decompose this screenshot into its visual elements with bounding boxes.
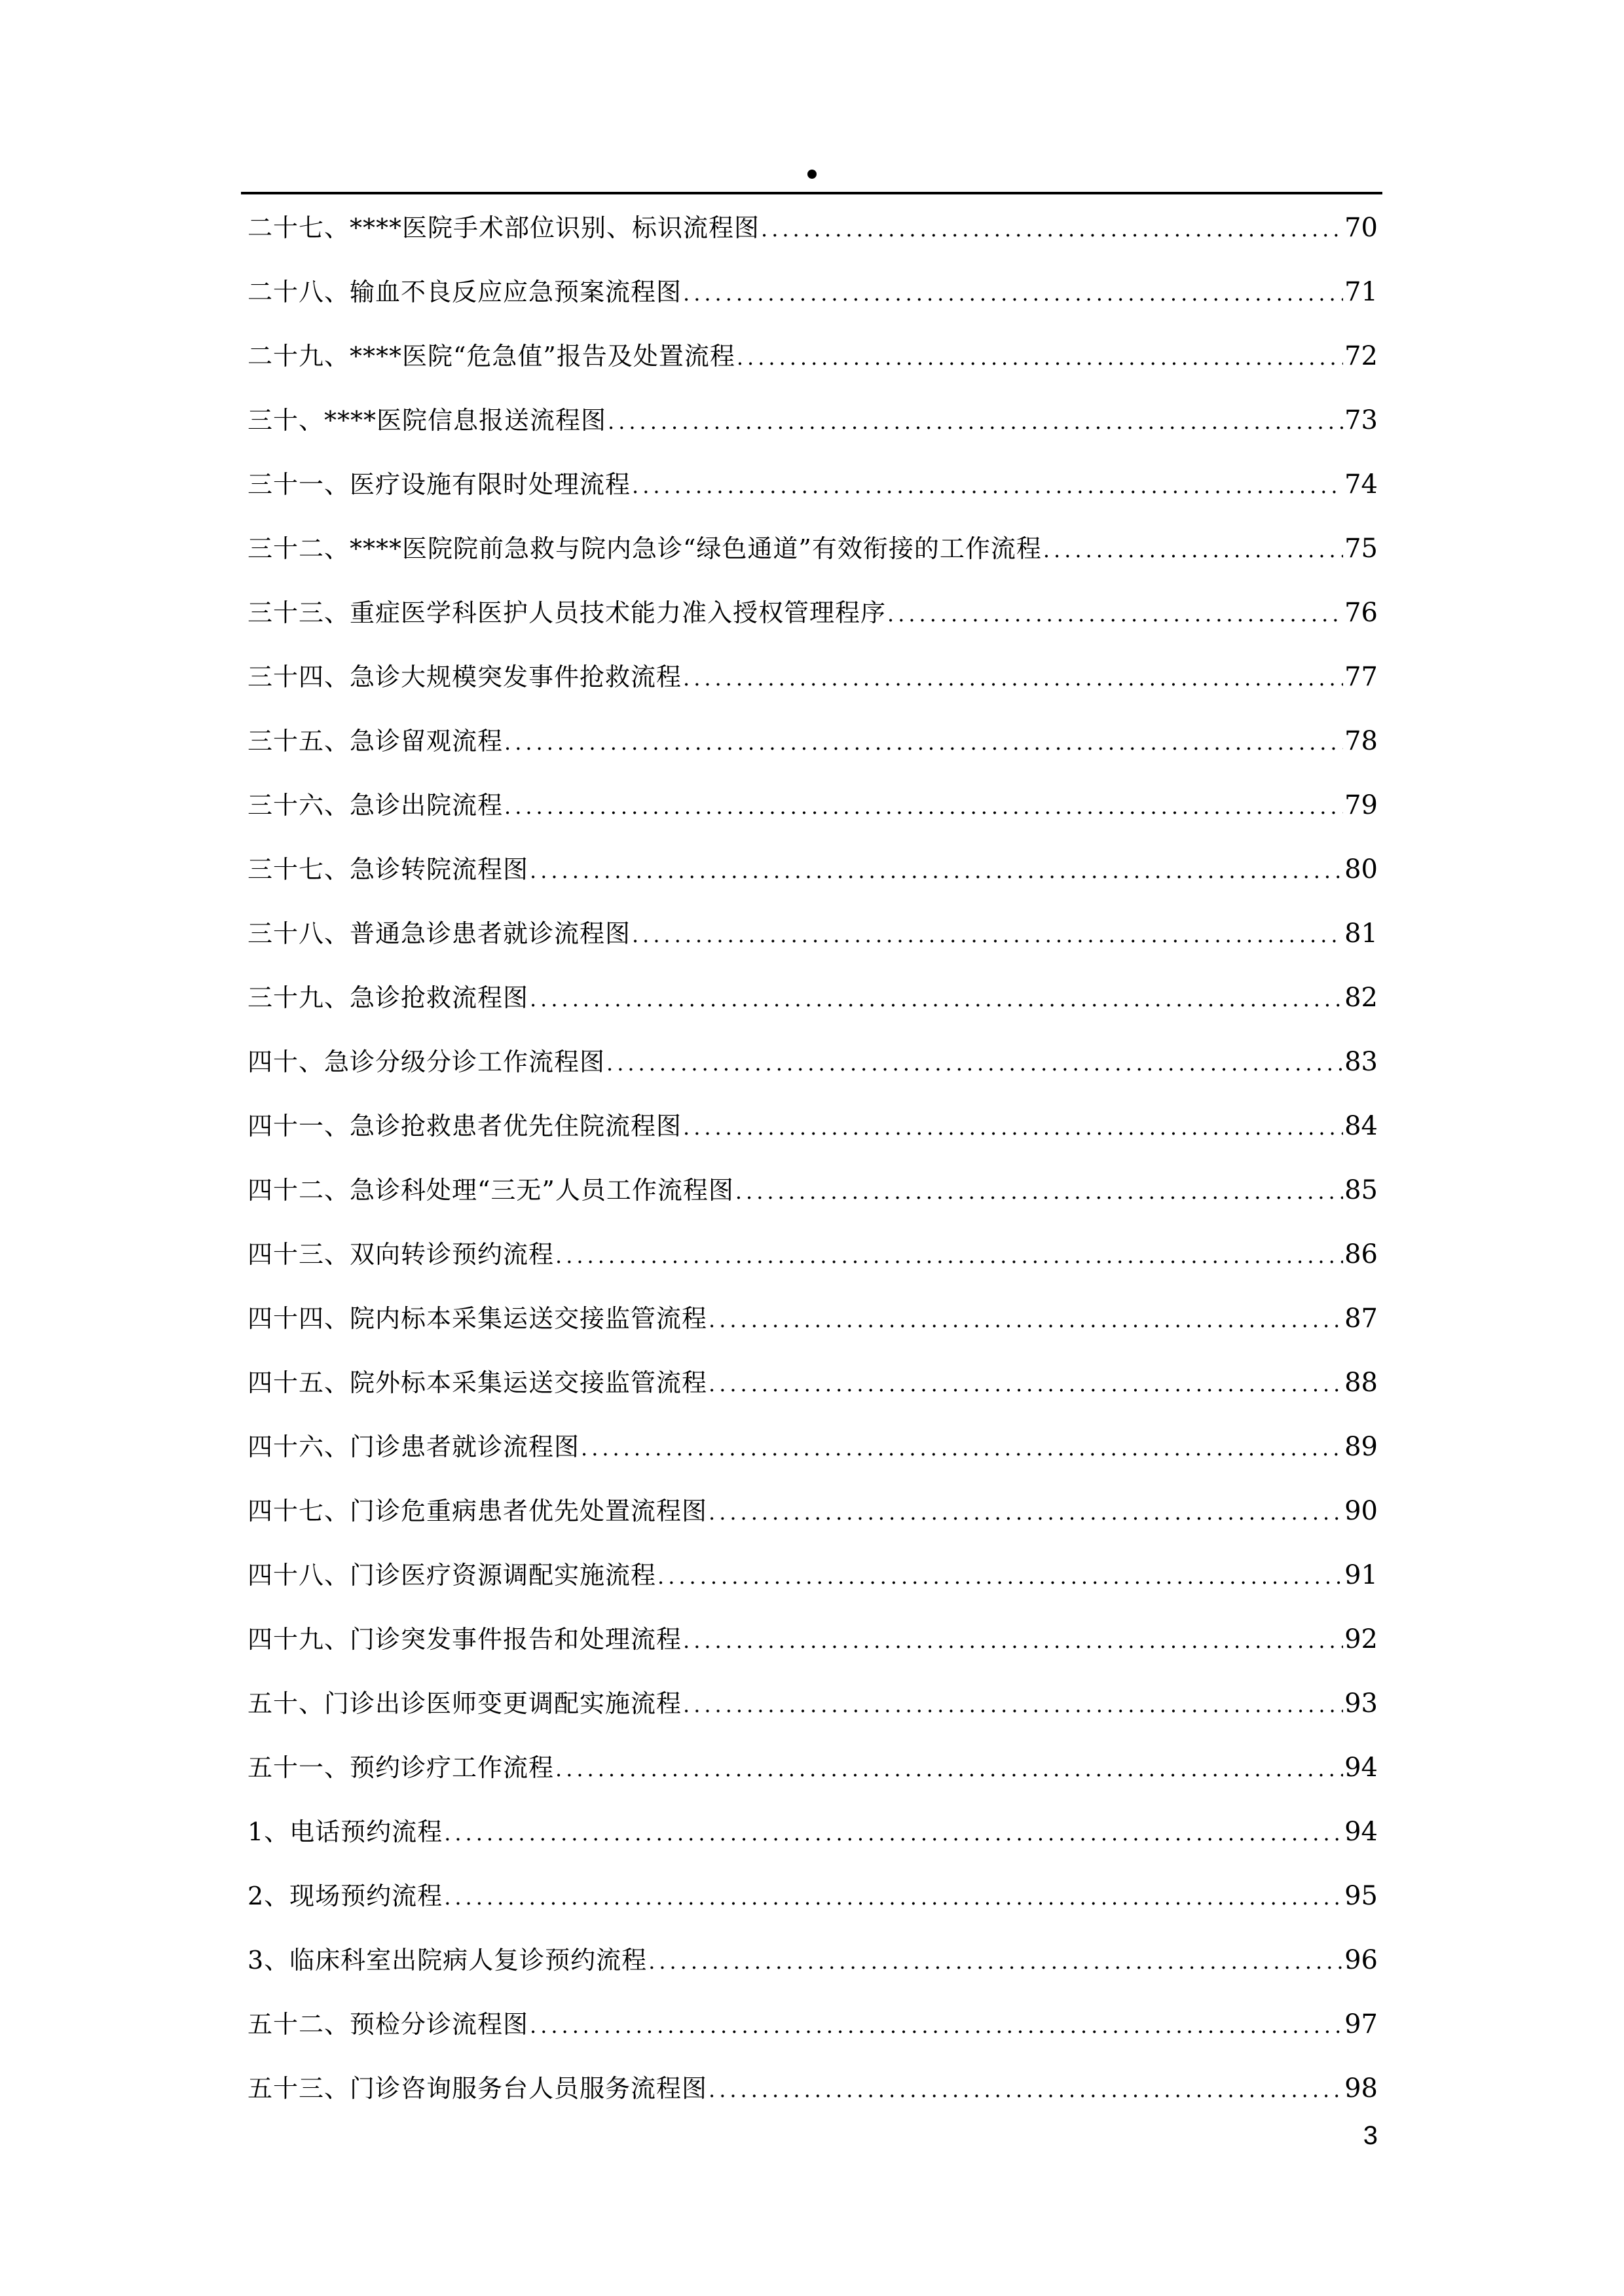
toc-entry-title: 四十二、急诊科处理“三无”人员工作流程图: [248, 1176, 734, 1205]
toc-entry-title: 四十一、急诊抢救患者优先住院流程图: [248, 1112, 682, 1140]
toc-entry[interactable]: [248, 1941, 1378, 2005]
toc-entry[interactable]: [248, 1042, 1378, 1106]
toc-entry[interactable]: [248, 272, 1378, 337]
toc-entry-page: 80: [1344, 854, 1378, 884]
toc-entry-title: 三十八、普通急诊患者就诊流程图: [248, 919, 631, 948]
toc-entry-title: 四十七、门诊危重病患者优先处置流程图: [248, 1497, 708, 1525]
toc-dot-leader: [530, 851, 1343, 890]
toc-dot-leader: [444, 1813, 1343, 1853]
toc-entry-page: 76: [1344, 598, 1378, 628]
toc-dot-leader: [683, 1685, 1343, 1724]
header-dot-mark: [807, 170, 817, 179]
toc-entry[interactable]: [248, 337, 1378, 401]
toc-entry[interactable]: [248, 914, 1378, 978]
toc-entry-title: 三十五、急诊留观流程: [248, 727, 504, 756]
toc-dot-leader: [735, 1172, 1343, 1211]
toc-dot-leader: [761, 210, 1343, 249]
toc-entry[interactable]: [248, 593, 1378, 657]
toc-entry-page: 75: [1344, 534, 1378, 564]
toc-entry-title: 三十四、急诊大规模突发事件抢救流程: [248, 663, 682, 691]
toc-dot-leader: [683, 659, 1343, 698]
toc-entry-page: 77: [1344, 662, 1378, 692]
toc-entry[interactable]: [248, 1876, 1378, 1941]
toc-entry-title: 四十九、门诊突发事件报告和处理流程: [248, 1625, 682, 1654]
toc-entry[interactable]: [248, 1427, 1378, 1491]
toc-entry-page: 90: [1344, 1496, 1378, 1526]
toc-entry[interactable]: [248, 1171, 1378, 1235]
toc-entry[interactable]: [248, 208, 1378, 272]
toc-dot-leader: [709, 2070, 1343, 2109]
toc-dot-leader: [648, 1942, 1343, 1981]
toc-entry-title: 二十九、****医院“危急值”报告及处置流程: [248, 342, 735, 371]
toc-entry-page: 85: [1344, 1175, 1378, 1205]
toc-entry-page: 93: [1344, 1688, 1378, 1719]
toc-dot-leader: [608, 402, 1343, 441]
toc-entry-title: 四十三、双向转诊预约流程: [248, 1240, 555, 1269]
toc-entry-title: 五十三、门诊咨询服务台人员服务流程图: [248, 2074, 708, 2103]
toc-entry-title: 二十七、****医院手术部位识别、标识流程图: [248, 213, 760, 242]
toc-dot-leader: [632, 466, 1343, 505]
toc-entry-page: 94: [1344, 1753, 1378, 1783]
toc-entry-title: 五十二、预检分诊流程图: [248, 2010, 529, 2039]
toc-entry-page: 74: [1344, 469, 1378, 500]
toc-entry-title: 二十八、输血不良反应应急预案流程图: [248, 278, 682, 306]
toc-entry[interactable]: [248, 2069, 1378, 2133]
toc-entry-page: 71: [1344, 277, 1378, 307]
toc-entry-page: 70: [1344, 213, 1378, 243]
toc-dot-leader: [709, 1493, 1343, 1532]
toc-entry-title: 2、现场预约流程: [248, 1882, 443, 1910]
toc-dot-leader: [683, 274, 1343, 313]
toc-entry[interactable]: [248, 850, 1378, 914]
toc-entry-page: 72: [1344, 341, 1378, 371]
toc-dot-leader: [530, 2006, 1343, 2045]
toc-entry-page: 89: [1344, 1432, 1378, 1462]
toc-entry-page: 94: [1344, 1817, 1378, 1847]
toc-entry[interactable]: [248, 1235, 1378, 1299]
toc-dot-leader: [1043, 530, 1343, 570]
toc-entry-page: 78: [1344, 726, 1378, 756]
toc-entry-page: 81: [1344, 919, 1378, 949]
toc-dot-leader: [581, 1429, 1343, 1468]
toc-dot-leader: [632, 915, 1343, 955]
toc-entry[interactable]: [248, 978, 1378, 1042]
toc-entry[interactable]: [248, 1363, 1378, 1427]
toc-entry-page: 91: [1344, 1560, 1378, 1590]
toc-entry-page: 73: [1344, 405, 1378, 435]
toc-entry[interactable]: [248, 786, 1378, 850]
toc-entry[interactable]: [248, 1748, 1378, 1812]
toc-dot-leader: [504, 723, 1343, 762]
toc-dot-leader: [444, 1878, 1343, 1917]
page-number: 3: [1363, 2121, 1378, 2150]
toc-entry-page: 83: [1344, 1047, 1378, 1077]
toc-dot-leader: [530, 979, 1343, 1019]
toc-entry-page: 84: [1344, 1111, 1378, 1141]
toc-entry-title: 四十、急诊分级分诊工作流程图: [248, 1048, 606, 1076]
toc-entry-page: 98: [1344, 2073, 1378, 2104]
toc-entry-title: 五十、门诊出诊医师变更调配实施流程: [248, 1689, 682, 1718]
toc-entry-title: 三十、****医院信息报送流程图: [248, 406, 607, 435]
toc-entry-page: 92: [1344, 1624, 1378, 1654]
toc-entry-page: 86: [1344, 1239, 1378, 1269]
toc-entry[interactable]: [248, 1106, 1378, 1171]
toc-entry[interactable]: [248, 1812, 1378, 1876]
toc-dot-leader: [555, 1749, 1343, 1789]
toc-entry-title: 三十三、重症医学科医护人员技术能力准入授权管理程序: [248, 598, 887, 627]
toc-entry-title: 1、电话预约流程: [248, 1817, 443, 1846]
toc-entry[interactable]: [248, 657, 1378, 721]
toc-entry[interactable]: [248, 401, 1378, 465]
toc-entry-page: 95: [1344, 1881, 1378, 1911]
toc-entry-title: 五十一、预约诊疗工作流程: [248, 1753, 555, 1782]
toc-entry-page: 96: [1344, 1945, 1378, 1975]
toc-entry-page: 97: [1344, 2009, 1378, 2039]
toc-entry[interactable]: [248, 1684, 1378, 1748]
toc-dot-leader: [709, 1300, 1343, 1339]
toc-entry-page: 79: [1344, 790, 1378, 820]
toc-entry-page: 82: [1344, 983, 1378, 1013]
toc-dot-leader: [683, 1108, 1343, 1147]
toc-dot-leader: [683, 1621, 1343, 1660]
toc-dot-leader: [555, 1236, 1343, 1275]
toc-entry-title: 三十二、****医院院前急救与院内急诊“绿色通道”有效衔接的工作流程: [248, 534, 1042, 563]
table-of-contents: [248, 208, 1378, 2133]
toc-dot-leader: [606, 1044, 1343, 1083]
toc-entry-page: 88: [1344, 1368, 1378, 1398]
toc-entry[interactable]: [248, 1556, 1378, 1620]
toc-entry-title: 四十四、院内标本采集运送交接监管流程: [248, 1304, 708, 1333]
toc-entry-title: 四十八、门诊医疗资源调配实施流程: [248, 1561, 657, 1590]
toc-entry-title: 四十六、门诊患者就诊流程图: [248, 1432, 580, 1461]
toc-entry-title: 3、临床科室出院病人复诊预约流程: [248, 1946, 648, 1975]
toc-entry-title: 三十七、急诊转院流程图: [248, 855, 529, 884]
toc-dot-leader: [709, 1364, 1343, 1404]
toc-entry-title: 四十五、院外标本采集运送交接监管流程: [248, 1368, 708, 1397]
toc-dot-leader: [657, 1557, 1343, 1596]
toc-entry-title: 三十一、医疗设施有限时处理流程: [248, 470, 631, 499]
toc-entry[interactable]: [248, 1299, 1378, 1363]
toc-entry-title: 三十六、急诊出院流程: [248, 791, 504, 820]
toc-entry-title: 三十九、急诊抢救流程图: [248, 983, 529, 1012]
toc-entry[interactable]: [248, 1491, 1378, 1556]
toc-entry[interactable]: [248, 465, 1378, 529]
toc-dot-leader: [887, 594, 1343, 634]
toc-entry[interactable]: [248, 2005, 1378, 2069]
toc-entry[interactable]: [248, 1620, 1378, 1684]
toc-dot-leader: [504, 787, 1343, 826]
toc-entry-page: 87: [1344, 1303, 1378, 1334]
toc-entry[interactable]: [248, 529, 1378, 593]
toc-entry[interactable]: [248, 721, 1378, 786]
header-rule: [241, 192, 1382, 194]
toc-dot-leader: [737, 338, 1343, 377]
